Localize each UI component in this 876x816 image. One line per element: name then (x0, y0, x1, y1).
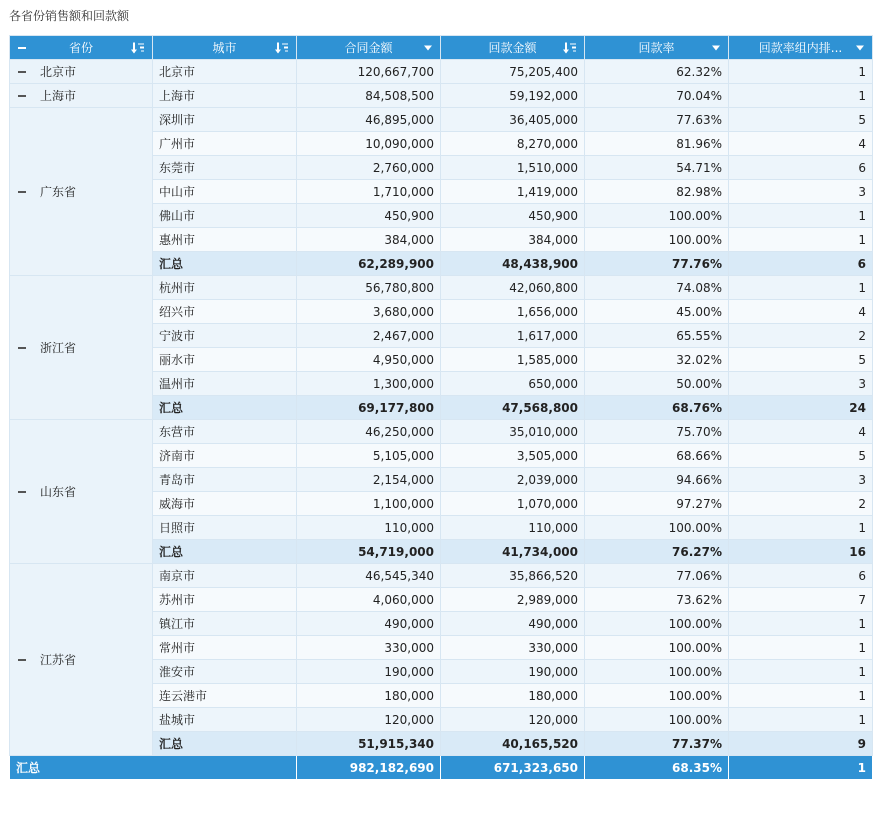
city-cell: 宁波市 (153, 324, 297, 348)
contract-cell: 384,000 (297, 228, 441, 252)
table-row (10, 420, 873, 444)
city-cell: 连云港市 (153, 684, 297, 708)
rate-cell: 100.00% (585, 228, 729, 252)
province-cell[interactable] (10, 108, 153, 276)
city-cell: 日照市 (153, 516, 297, 540)
header-label: 回款率 (638, 41, 675, 55)
payback-cell: 3,505,000 (441, 444, 585, 468)
collapse-icon[interactable] (18, 491, 26, 493)
payback-cell: 190,000 (441, 660, 585, 684)
rate-cell: 97.27% (585, 492, 729, 516)
subtotal-rank: 24 (729, 396, 873, 420)
city-cell: 淮安市 (153, 660, 297, 684)
sort-icon[interactable] (276, 42, 288, 53)
grand-total-rate: 68.35% (585, 756, 729, 780)
header-rank[interactable] (729, 36, 873, 60)
rank-cell: 1 (729, 660, 873, 684)
header-province[interactable] (10, 36, 153, 60)
header-label: 回款金额 (488, 41, 537, 55)
rate-cell: 100.00% (585, 636, 729, 660)
payback-cell: 1,419,000 (441, 180, 585, 204)
payback-cell: 384,000 (441, 228, 585, 252)
province-cell[interactable] (10, 564, 153, 756)
sort-icon[interactable] (132, 42, 144, 53)
table-body (10, 60, 873, 780)
rank-cell: 2 (729, 324, 873, 348)
table-row (10, 564, 873, 588)
contract-cell: 84,508,500 (297, 84, 441, 108)
city-cell: 东莞市 (153, 156, 297, 180)
rank-cell: 1 (729, 276, 873, 300)
province-label: 浙江省 (40, 341, 77, 355)
rank-cell: 1 (729, 636, 873, 660)
contract-cell: 330,000 (297, 636, 441, 660)
subtotal-rate: 77.37% (585, 732, 729, 756)
rate-cell: 100.00% (585, 204, 729, 228)
rate-cell: 62.32% (585, 60, 729, 84)
province-cell[interactable] (10, 84, 153, 108)
subtotal-payback: 41,734,000 (441, 540, 585, 564)
city-cell: 深圳市 (153, 108, 297, 132)
payback-cell: 490,000 (441, 612, 585, 636)
contract-cell: 120,667,700 (297, 60, 441, 84)
contract-cell: 3,680,000 (297, 300, 441, 324)
payback-cell: 1,070,000 (441, 492, 585, 516)
province-label: 上海市 (40, 89, 77, 103)
rank-cell: 4 (729, 132, 873, 156)
contract-cell: 2,467,000 (297, 324, 441, 348)
city-cell: 苏州市 (153, 588, 297, 612)
rank-cell: 7 (729, 588, 873, 612)
grand-total-rank: 1 (729, 756, 873, 780)
header-row (10, 36, 873, 60)
table-row (10, 108, 873, 132)
rate-cell: 70.04% (585, 84, 729, 108)
report-title: 各省份销售额和回款额 (9, 9, 130, 23)
rate-cell: 74.08% (585, 276, 729, 300)
collapse-icon[interactable] (18, 659, 26, 661)
collapse-icon[interactable] (18, 347, 26, 349)
header-contract-amount[interactable] (297, 36, 441, 60)
rank-cell: 4 (729, 420, 873, 444)
contract-cell: 1,710,000 (297, 180, 441, 204)
city-cell: 上海市 (153, 84, 297, 108)
grand-total-label: 汇总 (10, 756, 297, 780)
contract-cell: 1,300,000 (297, 372, 441, 396)
caret-down-icon[interactable] (712, 45, 720, 50)
rank-cell: 1 (729, 204, 873, 228)
rank-cell: 1 (729, 516, 873, 540)
pivot-table (9, 35, 873, 780)
subtotal-label: 汇总 (153, 540, 297, 564)
subtotal-rate: 76.27% (585, 540, 729, 564)
subtotal-label: 汇总 (153, 252, 297, 276)
sort-icon[interactable] (564, 42, 576, 53)
payback-cell: 2,989,000 (441, 588, 585, 612)
city-cell: 惠州市 (153, 228, 297, 252)
contract-cell: 5,105,000 (297, 444, 441, 468)
city-cell: 青岛市 (153, 468, 297, 492)
rate-cell: 50.00% (585, 372, 729, 396)
province-label: 北京市 (40, 65, 77, 79)
contract-cell: 450,900 (297, 204, 441, 228)
city-cell: 南京市 (153, 564, 297, 588)
payback-cell: 1,585,000 (441, 348, 585, 372)
city-cell: 盐城市 (153, 708, 297, 732)
city-cell: 济南市 (153, 444, 297, 468)
subtotal-rate: 68.76% (585, 396, 729, 420)
city-cell: 威海市 (153, 492, 297, 516)
city-cell: 温州市 (153, 372, 297, 396)
province-label: 山东省 (40, 485, 77, 499)
rate-cell: 54.71% (585, 156, 729, 180)
subtotal-rank: 6 (729, 252, 873, 276)
city-cell: 绍兴市 (153, 300, 297, 324)
payback-cell: 450,900 (441, 204, 585, 228)
header-city[interactable] (153, 36, 297, 60)
city-cell: 广州市 (153, 132, 297, 156)
contract-cell: 490,000 (297, 612, 441, 636)
rate-cell: 75.70% (585, 420, 729, 444)
rank-cell: 5 (729, 444, 873, 468)
province-label: 广东省 (40, 185, 77, 199)
payback-cell: 75,205,400 (441, 60, 585, 84)
payback-cell: 42,060,800 (441, 276, 585, 300)
header-label: 省份 (68, 41, 93, 55)
payback-cell: 120,000 (441, 708, 585, 732)
subtotal-label: 汇总 (153, 396, 297, 420)
rate-cell: 100.00% (585, 708, 729, 732)
rank-cell: 1 (729, 60, 873, 84)
rate-cell: 68.66% (585, 444, 729, 468)
subtotal-contract: 54,719,000 (297, 540, 441, 564)
grand-total-contract: 982,182,690 (297, 756, 441, 780)
collapse-icon[interactable] (18, 71, 26, 73)
subtotal-payback: 48,438,900 (441, 252, 585, 276)
header-payback-amount[interactable] (441, 36, 585, 60)
grand-total-payback: 671,323,650 (441, 756, 585, 780)
table-row (10, 276, 873, 300)
collapse-all-icon[interactable] (18, 47, 26, 49)
city-cell: 杭州市 (153, 276, 297, 300)
rank-cell: 6 (729, 564, 873, 588)
header-label: 回款率组内排... (758, 41, 843, 55)
grand-total-row (10, 756, 873, 780)
table-row (10, 60, 873, 84)
contract-cell: 46,545,340 (297, 564, 441, 588)
rank-cell: 3 (729, 180, 873, 204)
rank-cell: 1 (729, 612, 873, 636)
contract-cell: 46,895,000 (297, 108, 441, 132)
rate-cell: 100.00% (585, 684, 729, 708)
payback-cell: 330,000 (441, 636, 585, 660)
rate-cell: 77.06% (585, 564, 729, 588)
payback-cell: 180,000 (441, 684, 585, 708)
contract-cell: 2,154,000 (297, 468, 441, 492)
city-cell: 镇江市 (153, 612, 297, 636)
rank-cell: 5 (729, 108, 873, 132)
province-cell[interactable] (10, 60, 153, 84)
subtotal-rank: 16 (729, 540, 873, 564)
rank-cell: 1 (729, 684, 873, 708)
rank-cell: 5 (729, 348, 873, 372)
contract-cell: 1,100,000 (297, 492, 441, 516)
subtotal-contract: 69,177,800 (297, 396, 441, 420)
rate-cell: 65.55% (585, 324, 729, 348)
payback-cell: 35,010,000 (441, 420, 585, 444)
header-label: 城市 (212, 41, 237, 55)
rank-cell: 6 (729, 156, 873, 180)
payback-cell: 1,617,000 (441, 324, 585, 348)
collapse-icon[interactable] (18, 95, 26, 97)
rate-cell: 82.98% (585, 180, 729, 204)
subtotal-payback: 47,568,800 (441, 396, 585, 420)
contract-cell: 180,000 (297, 684, 441, 708)
province-cell[interactable] (10, 276, 153, 420)
payback-cell: 1,656,000 (441, 300, 585, 324)
contract-cell: 2,760,000 (297, 156, 441, 180)
contract-cell: 110,000 (297, 516, 441, 540)
rate-cell: 81.96% (585, 132, 729, 156)
rate-cell: 73.62% (585, 588, 729, 612)
subtotal-payback: 40,165,520 (441, 732, 585, 756)
payback-cell: 8,270,000 (441, 132, 585, 156)
contract-cell: 190,000 (297, 660, 441, 684)
contract-cell: 56,780,800 (297, 276, 441, 300)
rank-cell: 3 (729, 372, 873, 396)
rate-cell: 32.02% (585, 348, 729, 372)
rank-cell: 1 (729, 84, 873, 108)
caret-down-icon[interactable] (856, 45, 864, 50)
payback-cell: 110,000 (441, 516, 585, 540)
payback-cell: 1,510,000 (441, 156, 585, 180)
rank-cell: 2 (729, 492, 873, 516)
table-row (10, 84, 873, 108)
rate-cell: 100.00% (585, 516, 729, 540)
subtotal-rate: 77.76% (585, 252, 729, 276)
city-cell: 佛山市 (153, 204, 297, 228)
city-cell: 东营市 (153, 420, 297, 444)
subtotal-label: 汇总 (153, 732, 297, 756)
payback-cell: 36,405,000 (441, 108, 585, 132)
rate-cell: 77.63% (585, 108, 729, 132)
header-label: 合同金额 (344, 41, 393, 55)
subtotal-contract: 51,915,340 (297, 732, 441, 756)
subtotal-rank: 9 (729, 732, 873, 756)
payback-cell: 650,000 (441, 372, 585, 396)
rank-cell: 1 (729, 708, 873, 732)
contract-cell: 46,250,000 (297, 420, 441, 444)
rank-cell: 4 (729, 300, 873, 324)
payback-cell: 35,866,520 (441, 564, 585, 588)
rate-cell: 45.00% (585, 300, 729, 324)
payback-cell: 2,039,000 (441, 468, 585, 492)
city-cell: 丽水市 (153, 348, 297, 372)
rate-cell: 100.00% (585, 660, 729, 684)
collapse-icon[interactable] (18, 191, 26, 193)
subtotal-contract: 62,289,900 (297, 252, 441, 276)
rank-cell: 3 (729, 468, 873, 492)
city-cell: 常州市 (153, 636, 297, 660)
rank-cell: 1 (729, 228, 873, 252)
contract-cell: 4,060,000 (297, 588, 441, 612)
city-cell: 中山市 (153, 180, 297, 204)
contract-cell: 120,000 (297, 708, 441, 732)
header-payback-rate[interactable] (585, 36, 729, 60)
city-cell: 北京市 (153, 60, 297, 84)
contract-cell: 10,090,000 (297, 132, 441, 156)
rate-cell: 100.00% (585, 612, 729, 636)
rate-cell: 94.66% (585, 468, 729, 492)
payback-cell: 59,192,000 (441, 84, 585, 108)
province-label: 江苏省 (40, 653, 77, 667)
caret-down-icon[interactable] (424, 45, 432, 50)
province-cell[interactable] (10, 420, 153, 564)
contract-cell: 4,950,000 (297, 348, 441, 372)
